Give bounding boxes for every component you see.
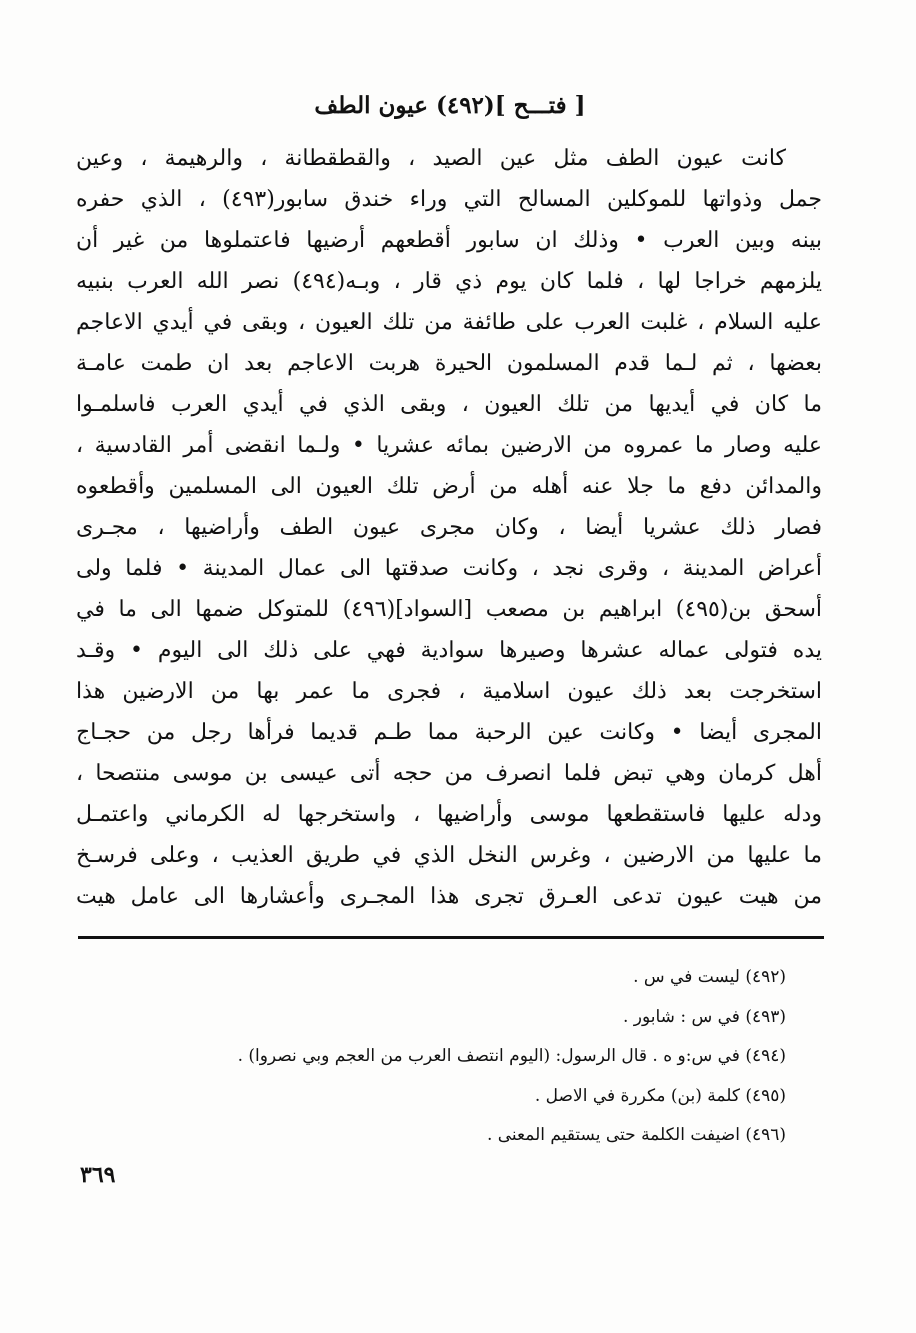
body-line: المجرى أيضا • وكانت عين الرحبة مما طـم قديما فرأها رجل من حجـاج bbox=[76, 720, 822, 745]
body-line: بينه وبين العرب • وذلك ان سابور أقطعهم أرضيها فاعتملوها من غير أن bbox=[76, 228, 822, 253]
body-line: أعراض المدينة ، وقرى نجد ، وكانت صدقتها الى عمال المدينة • فلما ولى bbox=[76, 556, 822, 581]
body-line: ودله عليها فاستقطعها موسى وأراضيها ، واستخرجها له الكرماني واعتمـل bbox=[76, 802, 822, 827]
body-line: فصار ذلك عشريا أيضا ، وكان مجرى عيون الطف وأراضيها ، مجـرى bbox=[76, 515, 822, 540]
body-line: كانت عيون الطف مثل عين الصيد ، والقطقطانة ، والرهيمة ، وعين bbox=[76, 146, 786, 171]
body-line: يلزمهم خراجا لها ، فلما كان يوم ذي قار ، وبـه(٤٩٤) نصر الله العرب بنبيه bbox=[76, 269, 822, 294]
page-number: ٣٦٩ bbox=[80, 1162, 116, 1188]
body-text bbox=[76, 138, 822, 917]
body-line: أهل كرمان وهي تبض فلما انصرف من حجه أتى عيسى بن موسى منتصحا ، bbox=[76, 761, 822, 786]
body-line: عليه السلام ، غلبت العرب على طائفة من تلك العيون ، وبقى في أيدي الاعاجم bbox=[76, 310, 822, 335]
body-line: ما كان في أيديها من تلك العيون ، وبقى الذي في أيدي العرب فاسلمـوا bbox=[76, 392, 822, 417]
body-line: من هيت عيون تدعى العـرق تجرى هذا المجـرى وأعشارها الى عامل هيت bbox=[76, 884, 822, 909]
body-line: أسحق بن(٤٩٥) ابراهيم بن مصعب [السواد](٤٩٦) للمتوكل ضمها الى ما في bbox=[76, 597, 822, 622]
body-line: ما عليها من الارضين ، وغرس النخل الذي في طريق العذيب ، وعلى فرسـخ bbox=[76, 843, 822, 868]
footnote-item: (٤٩٢) ليست في س . bbox=[633, 967, 786, 987]
body-line: بعضها ، ثم لـما قدم المسلمون الحيرة هربت الاعاجم بعد ان طمت عامـة bbox=[76, 351, 822, 376]
footnote-item: (٤٩٤) في س:و ه . قال الرسول: (اليوم انتصف العرب من العجم وبي نصروا) . bbox=[237, 1046, 786, 1066]
footnote-item: (٤٩٥) كلمة (بن) مكررة في الاصل . bbox=[534, 1085, 786, 1106]
body-line: استخرجت بعد ذلك عيون اسلامية ، فجرى ما عمر بها من الارضين هذا bbox=[76, 679, 822, 704]
footnote-item: (٤٩٦) اضيفت الكلمة حتى يستقيم المعنى . bbox=[486, 1125, 786, 1145]
body-line: والمدائن دفع ما جلا عنه أهله من أرض تلك العيون الى المسلمين وأقطعوه bbox=[76, 474, 822, 499]
body-line: جمل وذواتها للموكلين المسالح التي وراء خندق سابور(٤٩٣) ، الذي حفره bbox=[76, 187, 822, 212]
footnote-divider bbox=[78, 936, 824, 939]
body-line: يده فتولى عماله عشرها وصيرها سوادية فهي على ذلك الى اليوم • وقـد bbox=[76, 638, 822, 663]
section-heading: [ فتـــح ](٤٩٢) عيون الطف bbox=[314, 92, 586, 119]
footnote-item: (٤٩٣) في س : شابور . bbox=[622, 1006, 786, 1027]
footnotes bbox=[76, 958, 786, 1156]
body-line: عليه وصار ما عمروه من الارضين بمائه عشريا • ولـما انقضى أمر القادسية ، bbox=[76, 433, 822, 458]
